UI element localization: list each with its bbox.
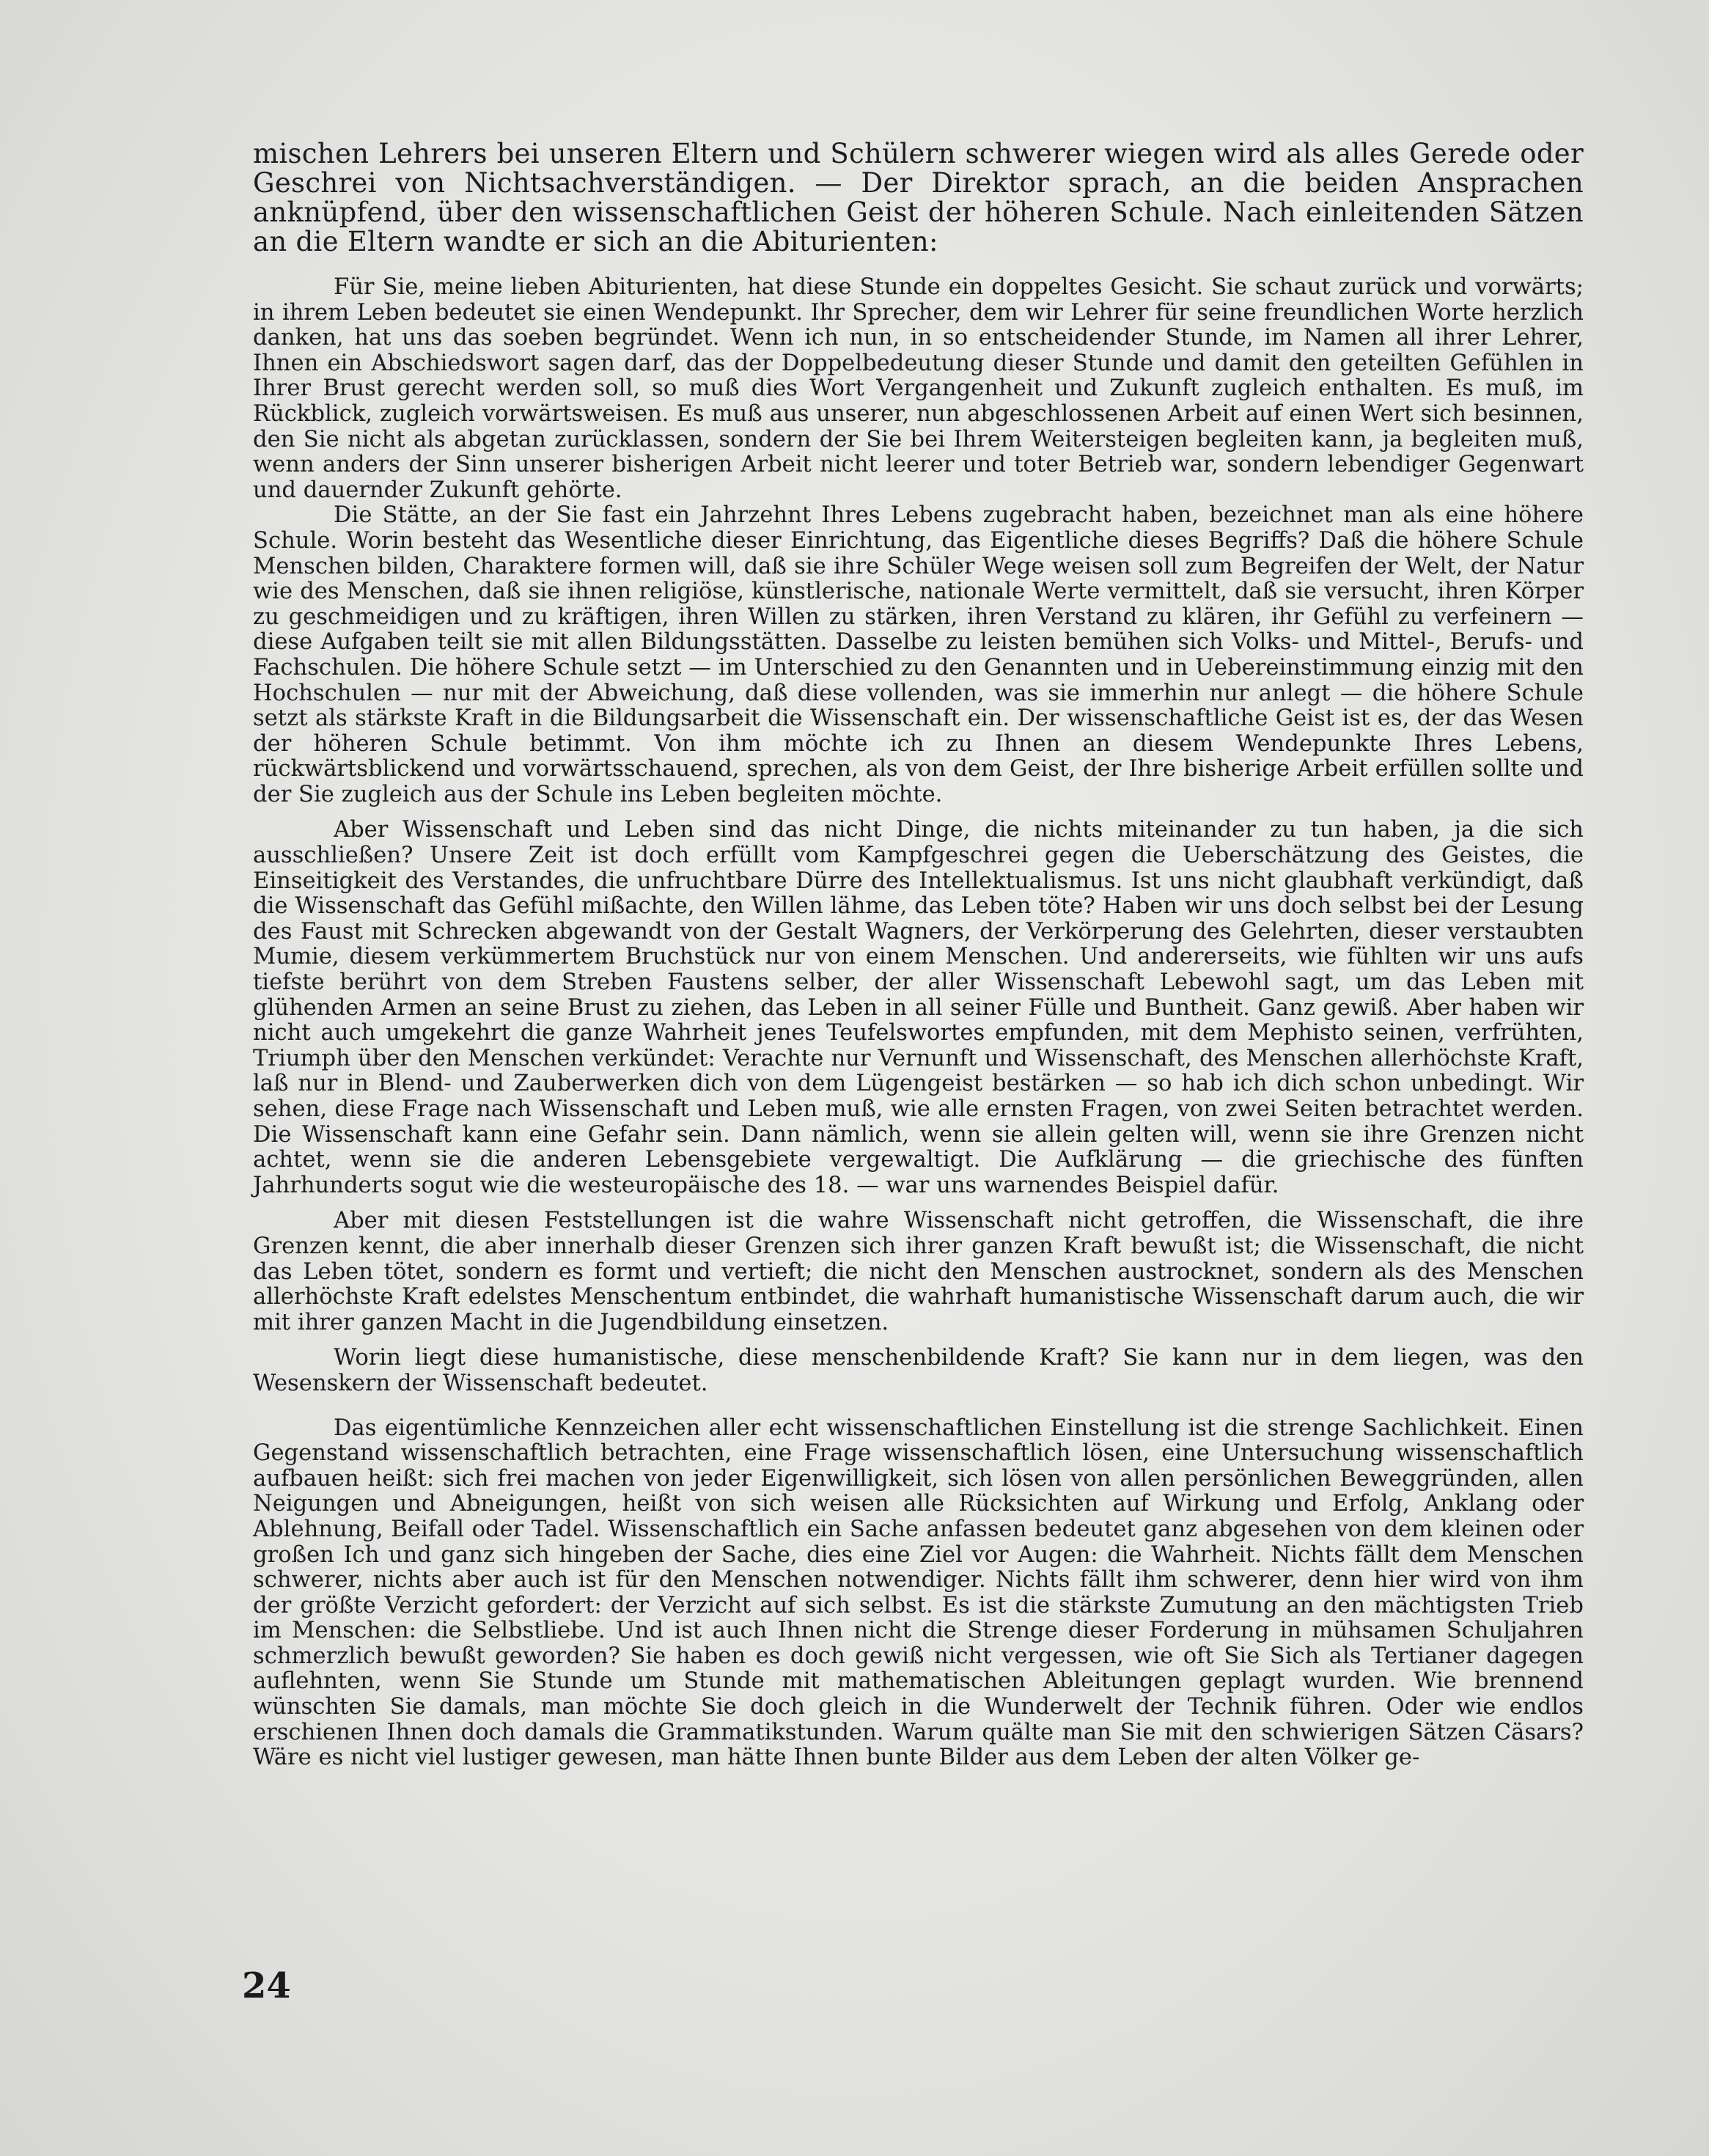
speech-paragraph: Aber Wissenschaft und Leben sind das nicht Dinge, die nichts miteinander zu tun haben, ja die sich ausschließen? Unsere Zeit ist doch erfüllt vom Kampfgeschrei gegen die Ueberschätzung des Geistes, die Einseitigkeit des Verstandes, die unfruchtbare Dürre des Intellektualismus. Ist uns nicht glaubhaft verkündigt, daß die Wissenschaft das Gefühl mißachte, den Willen lähme, das Leben töte? Haben wir uns doch selbst bei der Lesung des Faust mit Schrecken abgewandt von der Gestalt Wagners, der Verkörperung des Gelehrten, dieser verstaubten Mumie, diesem verkümmertem Bruchstück nur von einem Menschen. Und andererseits, wie fühlten wir uns aufs tiefste berührt von dem Streben Faustens selber, der aller Wissenschaft Lebewohl sagt, um das Leben mit glühenden Armen an seine Brust zu ziehen, das Leben in all seiner Fülle und Buntheit. Ganz gewiß. Aber haben wir nicht auch umgekehrt die ganze Wahrheit jenes Teufelswortes empfunden, mit dem Mephisto seinen, verfrühten, Triumph über den Menschen verkündet: Verachte nur Vernunft und Wissenschaft, des Menschen allerhöchste Kraft, laß nur in Blend- und Zauberwerken dich von dem Lügengeist bestärken — so hab ich dich schon unbedingt. Wir sehen, diese Frage nach Wissenschaft und Leben muß, wie alle ernsten Fragen, von zwei Seiten betrachtet werden. Die Wissenschaft kann eine Gefahr sein. Dann nämlich, wenn sie allein gelten will, wenn sie ihre Grenzen nicht achtet, wenn sie die anderen Lebensgebiete vergewaltigt. Die Aufklärung — die griechische des fünften Jahrhunderts sogut wie die westeuropäische des 18. — war uns warnendes Beispiel dafür. [253,817,1584,1198]
speech-paragraph: Die Stätte, an der Sie fast ein Jahrzehnt Ihres Lebens zugebracht haben, bezeichnet man als eine höhere Schule. Worin besteht das Wesentliche dieser Einrichtung, das Eigentliche dieses Begriffs? Daß die höhere Schule Menschen bilden, Charaktere formen will, daß sie ihre Schüler Wege weisen soll zum Begreifen der Welt, der Natur wie des Menschen, daß sie ihnen religiöse, künstlerische, nationale Werte vermittelt, daß sie versucht, ihren Körper zu geschmeidigen und zu kräftigen, ihren Willen zu stärken, ihren Verstand zu klären, ihr Gefühl zu verfeinern — diese Aufgaben teilt sie mit allen Bildungsstätten. Dasselbe zu leisten bemühen sich Volks- und Mittel-, Berufs- und Fachschulen. Die höhere Schule setzt — im Unterschied zu den Genannten und in Uebereinstimmung einzig mit den Hochschulen — nur mit der Abweichung, daß diese vollenden, was sie immerhin nur anlegt — die höhere Schule setzt als stärkste Kraft in die Bildungsarbeit die Wissenschaft ein. Der wissenschaftliche Geist ist es, der das Wesen der höheren Schule betimmt. Von ihm möchte ich zu Ihnen an diesem Wendepunkte Ihres Lebens, rückwärtsblickend und vorwärtsschauend, sprechen, als von dem Geist, der Ihre bisherige Arbeit erfüllen sollte und der Sie zugleich aus der Schule ins Leben begleiten möchte. [253,502,1584,807]
speech-paragraph: Aber mit diesen Feststellungen ist die wahre Wissenschaft nicht getroffen, die Wissenschaft, die ihre Grenzen kennt, die aber innerhalb dieser Grenzen sich ihrer ganzen Kraft bewußt ist; die Wissenschaft, die nicht das Leben tötet, sondern es formt und vertieft; die nicht den Menschen austrocknet, sondern als des Menschen allerhöchste Kraft edelstes Menschentum entbindet, die wahrhaft humanistische Wissenschaft darum auch, die wir mit ihrer ganzen Macht in die Jugendbildung einsetzen. [253,1208,1584,1335]
speech-paragraph: Worin liegt diese humanistische, diese menschenbildende Kraft? Sie kann nur in dem liegen, was den Wesenskern der Wissenschaft bedeutet. [253,1345,1584,1396]
intro-paragraph: mischen Lehrers bei unseren Eltern und Schülern schwerer wiegen wird als alles Gerede oder Geschrei von Nichtsachverständigen. — Der Direktor sprach, an die beiden Ansprachen anknüpfend, über den wissenschaftlichen Geist der höheren Schule. Nach einleitenden Sätzen an die Eltern wandte er sich an die Abiturienten: [253,138,1584,257]
page-number: 24 [242,1965,291,2006]
speech-text [253,275,1584,1775]
speech-paragraph: Für Sie, meine lieben Abiturienten, hat diese Stunde ein doppeltes Gesicht. Sie schaut zurück und vorwärts; in ihrem Leben bedeutet sie einen Wendepunkt. Ihr Sprecher, dem wir Lehrer für seine freundlichen Worte herzlich danken, hat uns das soeben begründet. Wenn ich nun, in so entscheidender Stunde, im Namen all ihrer Lehrer, Ihnen ein Abschiedswort sagen darf, das der Doppelbedeutung dieser Stunde und damit den geteilten Gefühlen in Ihrer Brust gerecht werden soll, so muß dies Wort Vergangenheit und Zukunft zugleich enthalten. Es muß, im Rückblick, zugleich vorwärtsweisen. Es muß aus unserer, nun abgeschlossenen Arbeit auf einen Wert sich besinnen, den Sie nicht als abgetan zurücklassen, sondern der Sie bei Ihrem Weitersteigen begleiten kann, ja begleiten muß, wenn anders der Sinn unserer bisherigen Arbeit nicht leerer und toter Betrieb war, sondern lebendiger Gegenwart und dauernder Zukunft gehörte. [253,274,1584,503]
speech-paragraph: Das eigentümliche Kennzeichen aller echt wissenschaftlichen Einstellung ist die strenge Sachlichkeit. Einen Gegenstand wissenschaftlich betrachten, eine Frage wissenschaftlich lösen, eine Untersuchung wissenschaftlich aufbauen heißt: sich frei machen von jeder Eigenwilligkeit, sich lösen von allen persönlichen Beweggründen, allen Neigungen und Abneigungen, heißt von sich weisen alle Rücksichten auf Wirkung und Erfolg, Anklang oder Ablehnung, Beifall oder Tadel. Wissenschaftlich ein Sache anfassen bedeutet ganz abgesehen von dem kleinen oder großen Ich und ganz sich hingeben der Sache, dies eine Ziel vor Augen: die Wahrheit. Nichts fällt dem Menschen schwerer, nichts aber auch ist für den Menschen notwendiger. Nichts fällt ihm schwerer, denn hier wird von ihm der größte Verzicht gefordert: der Verzicht auf sich selbst. Es ist die stärkste Zumutung an den mächtigsten Trieb im Menschen: die Selbstliebe. Und ist auch Ihnen nicht die Strenge dieser Forderung in mühsamen Schuljahren schmerzlich bewußt geworden? Sie haben es doch gewiß nicht vergessen, wie oft Sie Sich als Tertianer dagegen auflehnten, wenn Sie Stunde um Stunde mit mathematischen Ableitungen geplagt wurden. Wie brennend wünschten Sie damals, man möchte Sie doch gleich in die Wunderwelt der Technik führen. Oder wie endlos erschienen Ihnen doch damals die Grammatikstunden. Warum quälte man Sie mit den schwierigen Sätzen Cäsars? Wäre es nicht viel lustiger gewesen, man hätte Ihnen bunte Bilder aus dem Leben der alten Völker ge- [253,1415,1584,1771]
